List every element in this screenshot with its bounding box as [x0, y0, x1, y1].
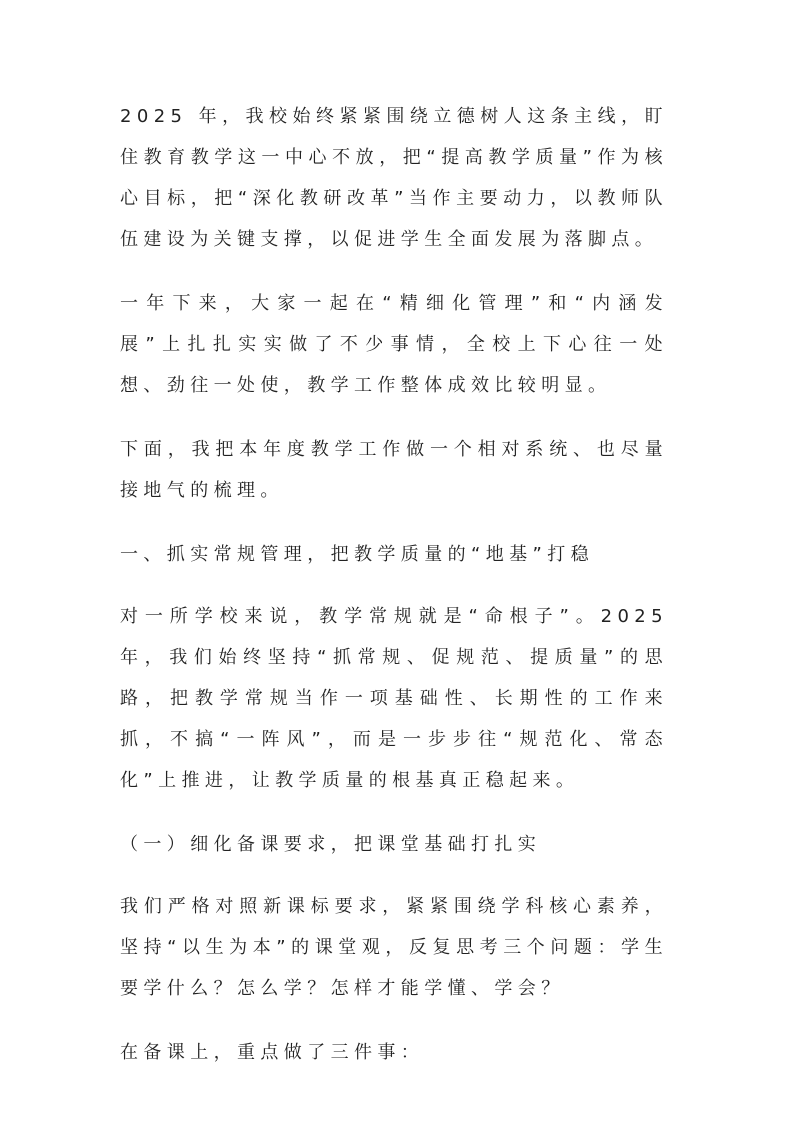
- year-summary-paragraph: 一年下来，大家一起在“精细化管理”和“内涵发展”上扎扎实实做了不少事情，全校上下心往一处想、劲往一处使，教学工作整体成效比较明显。: [120, 293, 668, 396]
- lesson-prep-paragraph: 我们严格对照新课标要求，紧紧围绕学科核心素养，坚持“以生为本”的课堂观，反复思考三个问题：学生要学什么？怎么学？怎样才能学懂、学会？: [120, 896, 668, 999]
- routine-management-paragraph: 对一所学校来说，教学常规就是“命根子”。2025 年，我们始终坚持“抓常规、促规范、提质量”的思路，把教学常规当作一项基础性、长期性的工作来抓，不搞“一阵风”，而是一步步往“规范化、常态化”上推进，让教学质量的根基真正稳起来。: [120, 606, 668, 791]
- overview-paragraph: 下面，我把本年度教学工作做一个相对系统、也尽量接地气的梳理。: [120, 439, 668, 501]
- document-body: [120, 96, 668, 1096]
- subsection-heading-1: （一）细化备课要求，把课堂基础打扎实: [120, 834, 542, 855]
- section-heading-1: 一、抓实常规管理，把教学质量的“地基”打稳: [120, 544, 595, 565]
- three-things-paragraph: 在备课上，重点做了三件事：: [120, 1042, 425, 1063]
- intro-paragraph: 2025 年，我校始终紧紧围绕立德树人这条主线，盯住教育教学这一中心不放，把“提高教学质量”作为核心目标，把“深化教研改革”当作主要动力，以教师队伍建设为关键支撑，以促进学生全面发展为落脚点。: [120, 106, 668, 250]
